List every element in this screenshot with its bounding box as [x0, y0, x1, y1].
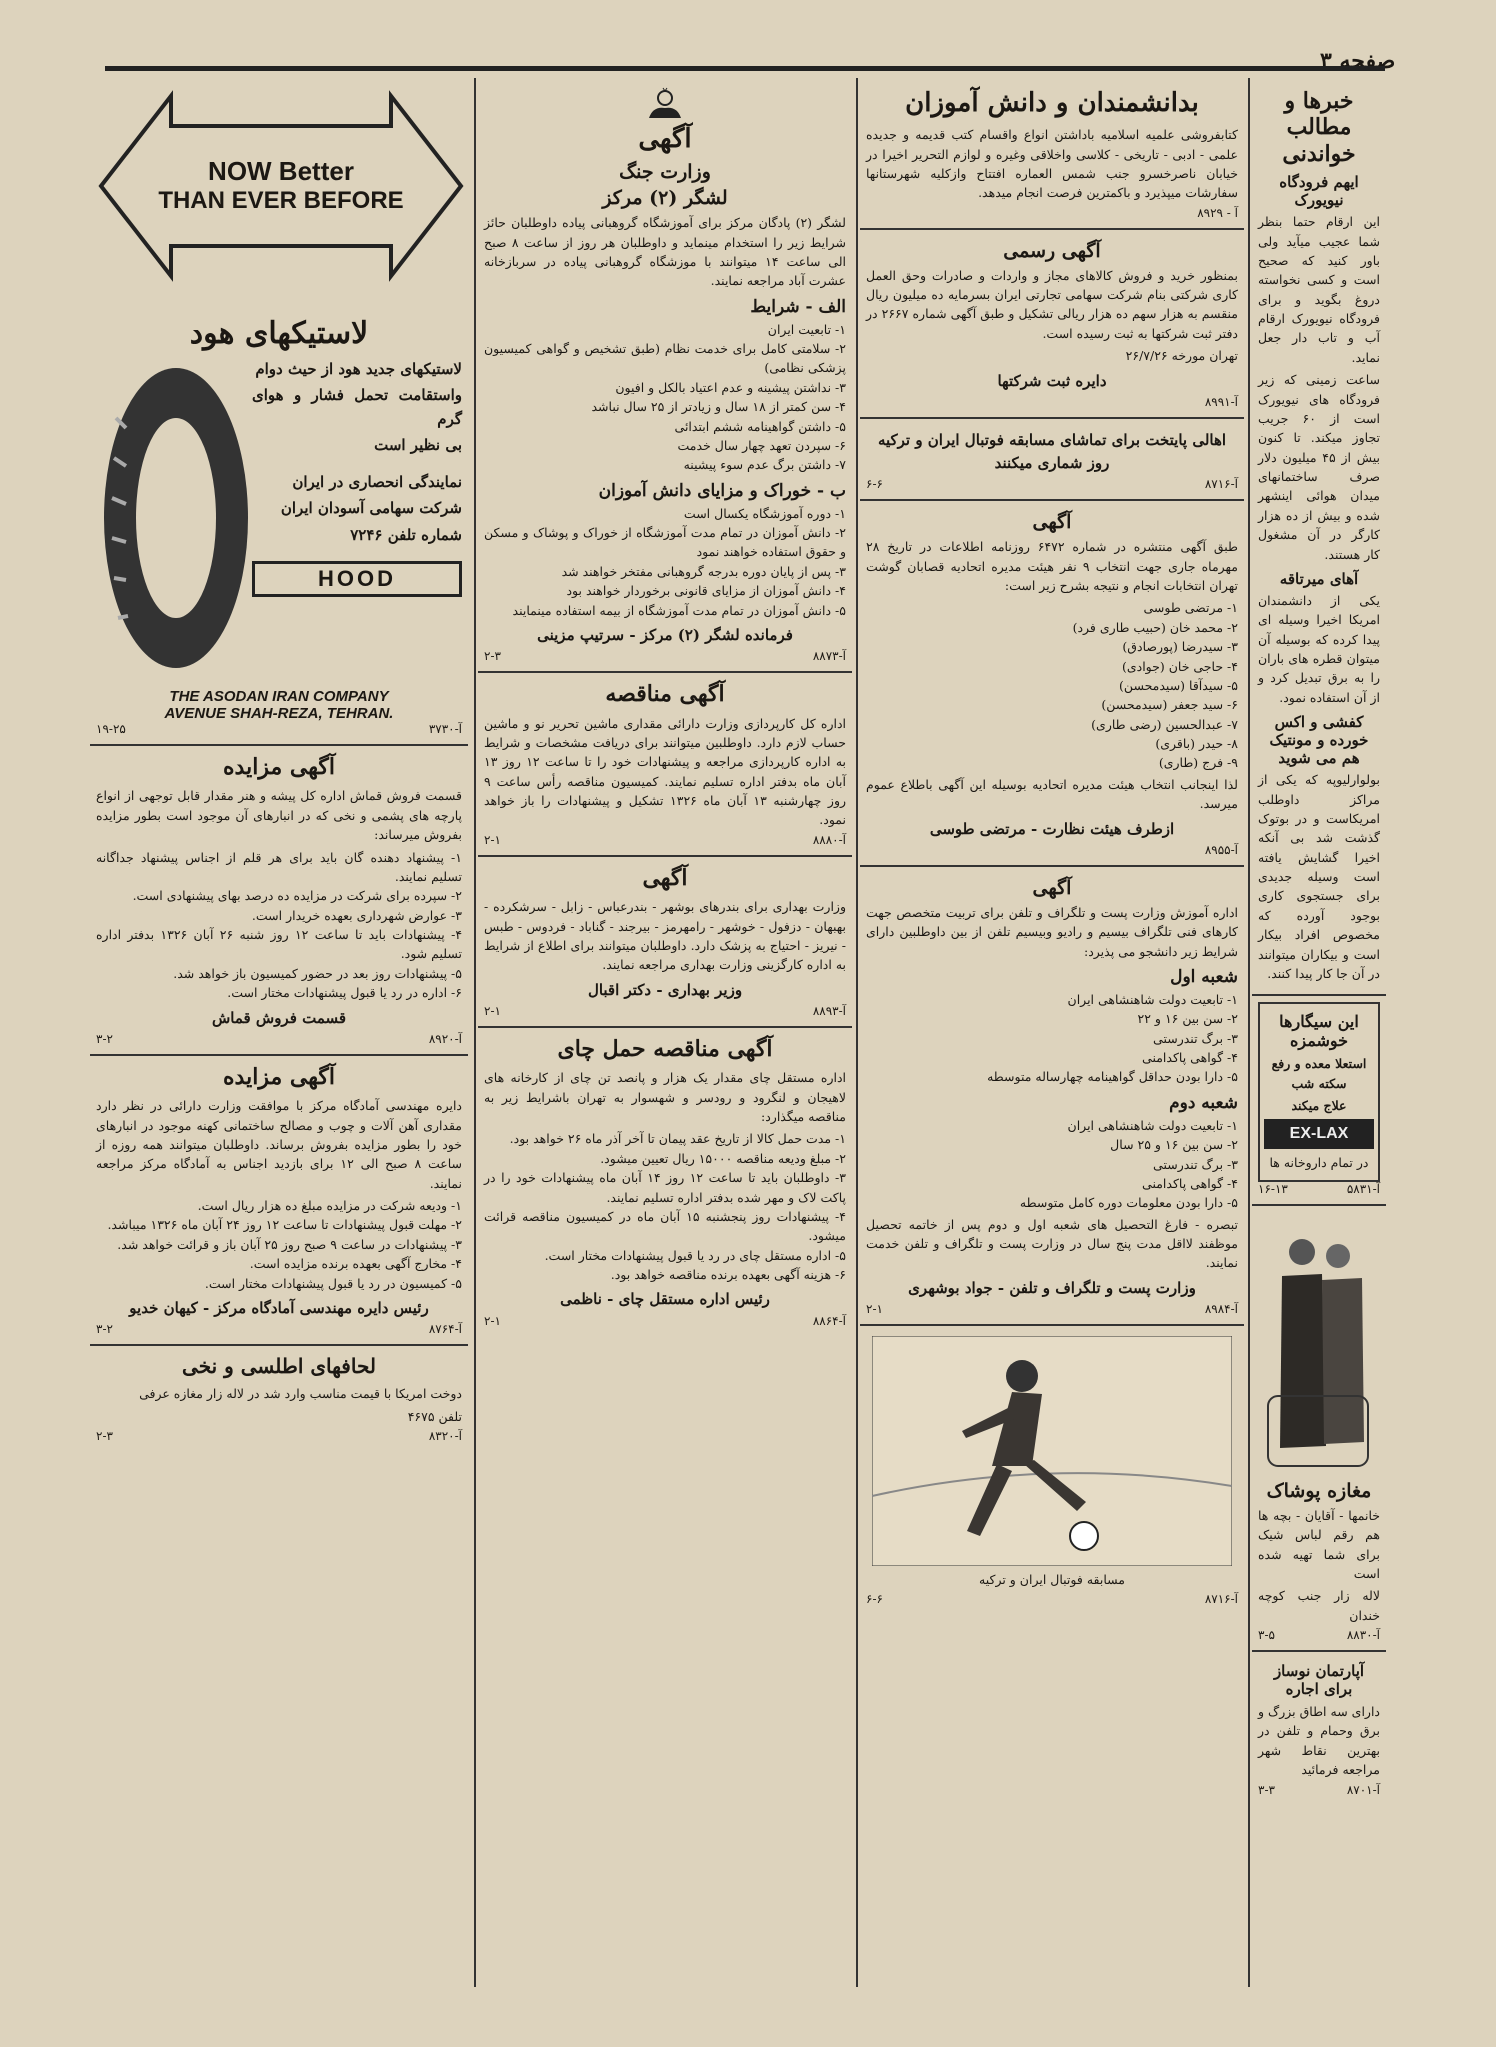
auction-2-signer: رئیس دایره مهندسی آمادگاه مرکز - کیهان خدیو [129, 1298, 429, 1317]
news-article-title: کفشی و اکس خورده و مونتیک هم می شوید [1269, 713, 1369, 768]
auction-2-title: آگهی مزایده [223, 1063, 335, 1090]
news-article-paragraph: این ارقام حتما بنظر شما عجیب میآید ولی باور کنید که صحیح است و کسی نخواسته دروغ بگوید و برای فرودگاه نیویورک ارقام آب و تاب دار جعل نماید. [1258, 214, 1380, 365]
code-left: ۳-۲ [96, 1322, 113, 1337]
football-notice: اهالی پایتخت برای تماشای مسابقه فوتبال ایران و ترکیه روز شماری میکنند [877, 430, 1227, 473]
list-item: ۷- عبدالحسین (رضی طاری) [1091, 716, 1238, 732]
ad-code [484, 1004, 846, 1018]
list-item: ۲- مهلت قبول پیشنهادات تا ساعت ۱۲ روز ۲۴ آبان ماه ۱۳۲۶ میباشد. [107, 1217, 462, 1233]
code-left: ۳-۵ [1258, 1628, 1275, 1643]
list-item: ۱- دوره آموزشگاه یکسال است [683, 505, 846, 521]
election-signer: ازطرف هیئت نظارت - مرتضی طوسی [929, 819, 1175, 838]
clothing-shop-text: خانمها - آقایان - بچه ها هم رقم لباس شیک برای شما تهیه شده است [1258, 1507, 1380, 1581]
science-text: کتابفروشی علمیه اسلامیه باداشتن انواع واقسام کتب قدیمه و جدیده علمی - ادبی - تاریخی - کلاسی واخلاقی وغیره و لوازم التحریر اخیرا در خیابان ناصرخسرو جنب شمس العماره افتتاح وازکلیه شهرستانها سفارشات میپذیرد و باکمترین فرصت انجام میدهد. [866, 127, 1238, 201]
tire-phone: شماره تلفن ۷۲۴۶ [350, 525, 462, 544]
blanket-ad-text: دوخت امریکا با قیمت مناسب وارد شد در لاله زار مغازه عرفی [139, 1386, 462, 1402]
official-ad-office: دایره ثبت شرکتها [997, 371, 1107, 390]
science-header: بدانشمندان و دانش آموزان [905, 88, 1199, 118]
news-articles [1258, 173, 1380, 983]
list-item: ۵- دارا بودن حداقل گواهینامه چهارساله متوسطه [987, 1069, 1238, 1085]
ad-code [96, 722, 462, 736]
list-item: ۱- تابعیت دولت شاهنشاهی ایران [1067, 991, 1238, 1007]
list-item: ۳- داوطلبان باید تا ساعت ۱۲ روز ۱۴ آبان ماه پیشنهادات خود را در پاکت لاک و مهر شده بدفتر اداره تسلیم نمایند. [484, 1170, 846, 1205]
training-section-2: شعبه دوم [1169, 1092, 1238, 1113]
war-ad-title: آگهی [638, 124, 692, 154]
training-list-1 [866, 990, 1238, 1087]
code-left: ۲-۳ [96, 1428, 113, 1443]
war-division-name: لشگر (۲) مرکز [602, 187, 728, 210]
news-article-paragraph: بولوارلیوپه که یکی از مراکز داوطلب امریکاست و در بوتوک گذشت شد بی آنکه اخیرا گشایش یافته است وسیله جدیدی برای جستجوی کاری بوجود آورده که مخصوص افراد بیکار است و بیکاران میتوانند در آن جا کار پیدا کنند. [1258, 772, 1380, 981]
ad-code [866, 206, 1238, 220]
list-item: ۳- پس از پایان دوره بدرجه گروهبانی مفتخر خواهند شد [561, 563, 846, 579]
code-right: آ-۸۸۷۳ [812, 649, 846, 664]
company-name: THE ASODAN IRAN COMPANY [169, 688, 389, 705]
list-item: ۵- پیشنهادات روز بعد در حضور کمیسیون باز خواهد شد. [173, 965, 462, 981]
tire-ad-body [96, 358, 462, 688]
clothing-shop-address: لاله زار جنب کوچه خندان [1258, 1588, 1380, 1623]
training-list-2 [866, 1116, 1238, 1213]
official-ad-title: آگهی رسمی [1003, 239, 1101, 262]
war-signer: فرمانده لشگر (۲) مرکز - سرتیپ مزینی [537, 625, 793, 644]
election-names [866, 598, 1238, 772]
code-left: ۱۹-۲۵ [96, 722, 126, 736]
ad-code [866, 1302, 1238, 1316]
code-right: آ - ۸۹۲۹ [1197, 205, 1238, 220]
list-item: ۱- پیشنهاد دهنده گان باید برای هر قلم از اجناس پیشنهاد جداگانه تسلیم نمایند. [96, 849, 462, 884]
list-item: ۱- تابعیت دولت شاهنشاهی ایران [1067, 1117, 1238, 1133]
auction-1-title: آگهی مزایده [223, 754, 335, 780]
ports-signer: وزیر بهداری - دکتر اقبال [587, 980, 743, 999]
cigar-ad-line2: استعلا معده و رفع سکته شب [1271, 1056, 1367, 1091]
list-item: ۳- نداشتن پیشینه و عدم اعتیاد بالکل و افیون [615, 379, 846, 395]
ports-text: وزارت بهداری برای بندرهای بوشهر - بندرعباس - زابل - سرشکرده - بهبهان - دزفول - خوشهر - رامهرمز - بیرجند - گناباد - فردوس - طبس - نیریز - احتیاج به پزشک دارد. داوطلبان میتوانند برای اطلاع از شرایط به اداره کارگزینی وزارت بهداری مراجعه نمایند. [484, 899, 846, 973]
page-number: صفحه ۳ [1320, 48, 1396, 74]
list-item: ۴- سن کمتر از ۱۸ سال و زیادتر از ۲۵ سال نباشد [591, 399, 846, 415]
list-item: ۲- مبلغ ودیعه مناقصه ۱۵۰۰۰ ریال تعیین میشود. [600, 1150, 846, 1166]
training-title: آگهی [1032, 876, 1072, 899]
list-item: ۲- دانش آموزان در تمام مدت آموزشگاه از خوراک و پوشاک و مسکن و حقوق استفاده خواهند نمود [484, 525, 846, 560]
list-item: ۳- پیشنهادات در ساعت ۹ صبح روز ۲۵ آبان باز و قرائت خواهد شد. [117, 1236, 462, 1252]
war-ministry-name: وزارت جنگ [619, 161, 711, 184]
ad-code [484, 1314, 846, 1328]
list-item: ۲- سن بین ۱۶ و ۲۵ سال [1110, 1137, 1238, 1153]
auction-1-list [96, 848, 462, 1003]
tender-title: آگهی مناقصه [605, 681, 725, 708]
code-right: آ-۸۹۸۴ [1204, 1302, 1238, 1317]
ad-code [96, 1032, 462, 1046]
list-item: ۹- فرج (طاری) [1158, 755, 1238, 771]
list-item: ۶- سید جعفر (سیدمحسن) [1101, 697, 1238, 713]
list-item: ۳- سیدرضا (پورصادق) [1122, 639, 1238, 655]
news-article-title: آهای میرتاقه [1279, 569, 1359, 588]
war-ministry-column [478, 80, 852, 1987]
training-section-1: شعبه اول [1170, 966, 1238, 987]
list-item: ۴- حاجی خان (جوادی) [1121, 658, 1238, 674]
list-item: ۶- هزینه آگهی بعهده برنده مناقصه خواهد بود. [610, 1267, 846, 1283]
list-item: ۱- مدت حمل کالا از تاریخ عقد پیمان تا آخر آذر ماه ۲۶ خواهد بود. [509, 1131, 846, 1147]
list-item: ۸- حیدر (باقری) [1155, 736, 1238, 752]
code-left: ۲-۱ [484, 1003, 501, 1018]
ad-code [866, 843, 1238, 857]
lion-sun-emblem-icon [643, 86, 687, 122]
list-item: ۴- گواهی پاکدامنی [1142, 1050, 1238, 1066]
list-item: ۲- سپرده برای شرکت در مزایده ده درصد بهای پیشنهادی است. [132, 888, 462, 904]
tire-agency-2: شرکت سهامی آسودان ایران [280, 499, 462, 518]
code-left: ۱۶-۱۳ [1258, 1181, 1288, 1196]
list-item: ۷- داشتن برگ عدم سوء پیشینه [683, 457, 846, 473]
banner-arrow [96, 86, 462, 286]
code-right: آ-۸۷۱۶ [1204, 1592, 1238, 1607]
war-list-b [484, 504, 846, 620]
banner-line-1: NOW Better [208, 156, 354, 186]
list-item: ۴- مخارج آگهی بعهده برنده مزایده است. [249, 1256, 462, 1272]
auction-2-list [96, 1196, 462, 1293]
code-right: آ-۳۷۳۰ [428, 722, 462, 736]
code-left: ۲-۱ [484, 1313, 501, 1328]
list-item: ۲- محمد خان (حبیب طاری فرد) [1072, 619, 1238, 635]
column-rule [1248, 78, 1250, 1987]
tea-signer: رئیس اداره مستقل چای - ناظمی [560, 1290, 770, 1309]
code-left: ۳-۳ [1258, 1782, 1275, 1797]
war-section-a: الف - شرایط [750, 296, 846, 317]
football-photo-caption: مسابقه فوتبال ایران و ترکیه [979, 1572, 1125, 1588]
hood-brand-logo: HOOD [252, 561, 462, 597]
war-intro: لشگر (۲) پادگان مرکز برای آموزشگاه گروهبانی پیاده داوطلبان حائز شرایط زیر را استخدام مینماید و داوطلبان هر روز از ساعت ۸ صبح الی ساعت ۱۴ میتوانند با موزشگاه گروهبانی پیاده در سربازخانه عشرت آباد مراجعه نمایند. [484, 215, 846, 289]
cigar-ad-sub: در تمام داروخانه ها [1269, 1155, 1369, 1171]
election-text: طبق آگهی منتشره در شماره ۶۴۷۲ روزنامه اطلاعات در تاریخ ۲۸ مهرماه جاری جهت انتخاب ۹ نفر هیئت مدیره اتحادیه قصابان گوشت تهران انتخابات انجام و نتیجه بشرح زیر است: [866, 539, 1238, 594]
tire-text-1: لاستیکهای جدید هود از حیث دوام [255, 360, 462, 378]
tire-ad-title: لاستیکهای هود [189, 316, 369, 351]
company-address: AVENUE SHAH-REZA, TEHRAN. [164, 705, 394, 722]
code-right: آ-۸۸۹۳ [812, 1003, 846, 1018]
blanket-ad-phone: تلفن ۴۶۷۵ [407, 1408, 462, 1424]
tire-text-2: واستقامت تحمل فشار و هوای گرم [252, 386, 462, 428]
apartment-ad-title: آپارتمان نوساز برای اجاره [1273, 1662, 1365, 1699]
auction-1-text: قسمت فروش قماش اداره کل پیشه و هنر مقدار قابل توجهی از انواع پارچه های پشمی و نخی که در انبارهای آن موجود است بطور مزایده بفروش میرساند: [96, 788, 462, 843]
tire-icon [96, 358, 256, 678]
science-column [860, 80, 1244, 1987]
ad-code [1258, 1783, 1380, 1797]
ad-code [866, 477, 1238, 491]
war-section-b: ب - خوراک و مزایای دانش آموزان [598, 480, 846, 501]
news-article-paragraph: یکی از دانشمندان امریکا اخیرا وسیله ای پیدا کرده که بوسیله آن میتوان قطره های باران را به برق تبدیل کرد و از آن استفاده نمود. [1258, 592, 1380, 705]
ad-code [1258, 1628, 1380, 1642]
list-item: ۵- سیدآقا (سیدمحسن) [1119, 677, 1238, 693]
list-item: ۲- سلامتی کامل برای خدمت نظام (طبق تشخیص و گواهی کمیسیون پزشکی نظامی) [484, 341, 846, 376]
code-left: ۶-۶ [866, 477, 883, 492]
ad-code [484, 649, 846, 663]
code-left: ۶-۶ [866, 1592, 883, 1607]
list-item: ۱- تابعیت ایران [767, 321, 846, 337]
clothing-illustration [1264, 1216, 1374, 1476]
list-item: ۳- برگ تندرستی [1153, 1030, 1238, 1046]
list-item: ۶- اداره در رد یا قبول پیشنهادات مختار است. [227, 985, 462, 1001]
clothing-shop-title: مغازه پوشاک [1266, 1479, 1372, 1502]
code-left: ۳-۲ [96, 1031, 113, 1046]
news-article-title: ایهم فرودگاه نیویورک [1279, 173, 1359, 210]
code-right: آ-۸۹۵۵ [1204, 842, 1238, 857]
football-photo [872, 1336, 1232, 1566]
official-ad-date: تهران مورخه ۲۶/۷/۲۶ [1125, 348, 1238, 364]
code-right: آ-۸۸۳۰ [1346, 1628, 1380, 1643]
news-column [1252, 80, 1386, 1987]
code-right: آ-۸۳۲۰ [428, 1428, 462, 1443]
list-item: ۴- گواهی پاکدامنی [1142, 1175, 1238, 1191]
ad-code [1258, 1182, 1380, 1196]
training-text: اداره آموزش وزارت پست و تلگراف و تلفن برای تربیت متخصص جهت کارهای فنی تلگراف بیسیم و رادیو وبیسیم تلفن از بین داوطلبین دارای شرایط زیر دانشجو می پذیرد: [866, 904, 1238, 959]
auction-2-text: دایره مهندسی آمادگاه مرکز با موافقت وزارت دارائی در نظر دارد مقداری آهن آلات و چوب و مصالح ساختمانی کهنه موجود در انبارهای خود را بطور مزایده بفروش برساند. داوطلبان میتوانند همه روزه از ساعت ۸ صبح الی ۱۲ برای بازدید اجناس به آمادگاه مرکز مراجعه نمایند. [96, 1098, 462, 1191]
ad-code [96, 1429, 462, 1443]
election-note: لذا اینجانب انتخاب هیئت مدیره اتحادیه بوسیله این آگهی باطلاع عموم میرسد. [866, 776, 1238, 812]
list-item: ۴- پیشنهادات باید تا ساعت ۱۲ روز شنبه ۲۶ آبان ۱۳۲۶ بدفتر اداره تسلیم شود. [96, 927, 463, 962]
code-left: ۲-۱ [484, 832, 501, 847]
ad-code [866, 1592, 1238, 1606]
cigar-ad-line3: علاج میکند [1291, 1098, 1347, 1114]
list-item: ۵- دارا بودن معلومات دوره کامل متوسطه [1019, 1195, 1238, 1211]
code-right: آ-۸۷۱۶ [1204, 477, 1238, 492]
war-list-a [484, 320, 846, 475]
list-item: ۵- کمیسیون در رد یا قبول پیشنهادات مختار است. [204, 1275, 462, 1291]
blanket-ad-title: لحافهای اطلسی و نخی [182, 1354, 376, 1379]
list-item: ۴- دانش آموزان از مزایای قانونی برخوردار خواهند بود [566, 583, 846, 599]
column-rule [474, 78, 476, 1987]
top-rule [105, 66, 1385, 71]
list-item: ۵- داشتن گواهینامه ششم ابتدائی [674, 418, 846, 434]
list-item: ۲- سن بین ۱۶ و ۲۲ [1137, 1011, 1238, 1027]
tire-text-3: بی نظیر است [374, 435, 462, 454]
column-rule [856, 78, 858, 1987]
list-item: ۱- ودیعه شرکت در مزایده مبلغ ده هزار ریال است. [197, 1198, 462, 1214]
ad-code [484, 833, 846, 847]
training-note: تبصره - فارغ التحصیل های شعبه اول و دوم پس از خاتمه تحصیل موظفند لااقل مدت پنج سال در وزارت پست و تلگراف و تلفن خدمت نمایند. [866, 1216, 1238, 1271]
tea-list [484, 1129, 846, 1284]
auction-1-signer: قسمت فروش قماش [211, 1008, 347, 1027]
list-item: ۳- برگ تندرستی [1153, 1156, 1238, 1172]
cigar-ad-line1: این سیگارها خوشمزه [1279, 1012, 1359, 1051]
list-item: ۵- دانش آموزان در تمام مدت آموزشگاه از بیمه استفاده مینمایند [512, 602, 846, 618]
code-left: ۲-۳ [484, 649, 501, 664]
list-item: ۴- پیشنهادات روز پنجشنبه ۱۵ آبان ماه در کمیسیون مناقصه قرائت میشود. [484, 1208, 846, 1244]
tire-agency-1: نمایندگی انحصاری در ایران [292, 473, 462, 491]
tea-title: آگهی مناقصه حمل چای [557, 1035, 773, 1062]
news-header: خبرها و مطالب خواندنی [1282, 88, 1356, 167]
list-item: ۱- مرتضی طوسی [1143, 600, 1238, 616]
banner-line-2: THAN EVER BEFORE [158, 187, 404, 214]
news-article-paragraph: ساعت زمینی که زیر فرودگاه های نیویورک است از ۶۰ جریب تجاوز میکند. تا کنون بیش از ۴۵ میلیون دلار صرف ساختمانهای میدان هوائی اینشهر شده و بیش از ده هزار کارگر در آن مشغول کار هستند. [1258, 372, 1380, 562]
code-right: آ-۸۸۶۴ [812, 1313, 846, 1328]
training-signer: وزارت پست و تلگراف و تلفن - جواد بوشهری [908, 1278, 1196, 1297]
list-item: ۳- عوارض شهرداری بعهده خریدار است. [251, 907, 462, 923]
ports-title: آگهی [642, 864, 688, 891]
code-left: ۲-۱ [866, 1302, 883, 1317]
cigar-ad [1258, 1002, 1380, 1182]
list-item: ۶- سپردن تعهد چهار سال خدمت [677, 437, 846, 453]
ad-code [866, 395, 1238, 409]
code-right: آ-۸۹۲۰ [428, 1031, 462, 1046]
cigar-brand: EX-LAX [1264, 1119, 1374, 1149]
code-right: آ-۵۸۳۱ [1346, 1181, 1380, 1196]
official-ad-text: بمنظور خرید و فروش کالاهای مجاز و واردات و صادرات وحق العمل کاری شرکتی بنام شرکت سهامی تجارتی ایران بسرمایه ده میلیون ریال منقسم به هزار سهم ده هزار ریالی تشکیل و طبق آگهی شماره ۲۶۶۷ در دفتر ثبت شرکتها به ثبت رسیده است. [866, 267, 1238, 341]
code-right: آ-۸۷۶۴ [428, 1322, 462, 1337]
code-right: آ-۸۷۰۱ [1346, 1782, 1380, 1797]
code-right: آ-۸۸۸۰ [812, 832, 846, 847]
apartment-ad-text: دارای سه اطاق بزرگ و برق وحمام و تلفن در بهترین نقاط شهر مراجعه فرمائید [1258, 1704, 1380, 1778]
code-right: آ-۸۹۹۱ [1204, 394, 1238, 409]
list-item: ۵- اداره مستقل چای در رد یا قبول پیشنهادات مختار است. [544, 1247, 846, 1263]
ad-code [96, 1322, 462, 1336]
ads-column [90, 80, 468, 1987]
election-title: آگهی [1032, 511, 1072, 534]
tender-text: اداره کل کارپردازی وزارت دارائی مقداری ماشین تحریر نو و ماشین حساب لازم دارد. داوطلبین میتوانند برای دریافت مشخصات و شرایط به اداره کارپردازی مراجعه و پیشنهادات خود را تا ساعت ۱۲ روز ۱۳ آبان ماه بدفتر اداره تسلیم نمایند. کمیسیون مناقصه رأس ساعت ۹ روز چهارشنبه ۱۳ آبان ماه ۱۳۲۶ تشکیل و پیشنهادات را باز خواهد نمود. [484, 715, 847, 828]
tea-text: اداره مستقل چای مقدار یک هزار و پانصد تن چای از کارخانه های لاهیجان و لنگرود و رودسر و شهسوار به تهران باشرایط زیر به مناقصه میگذارد: [484, 1070, 846, 1125]
